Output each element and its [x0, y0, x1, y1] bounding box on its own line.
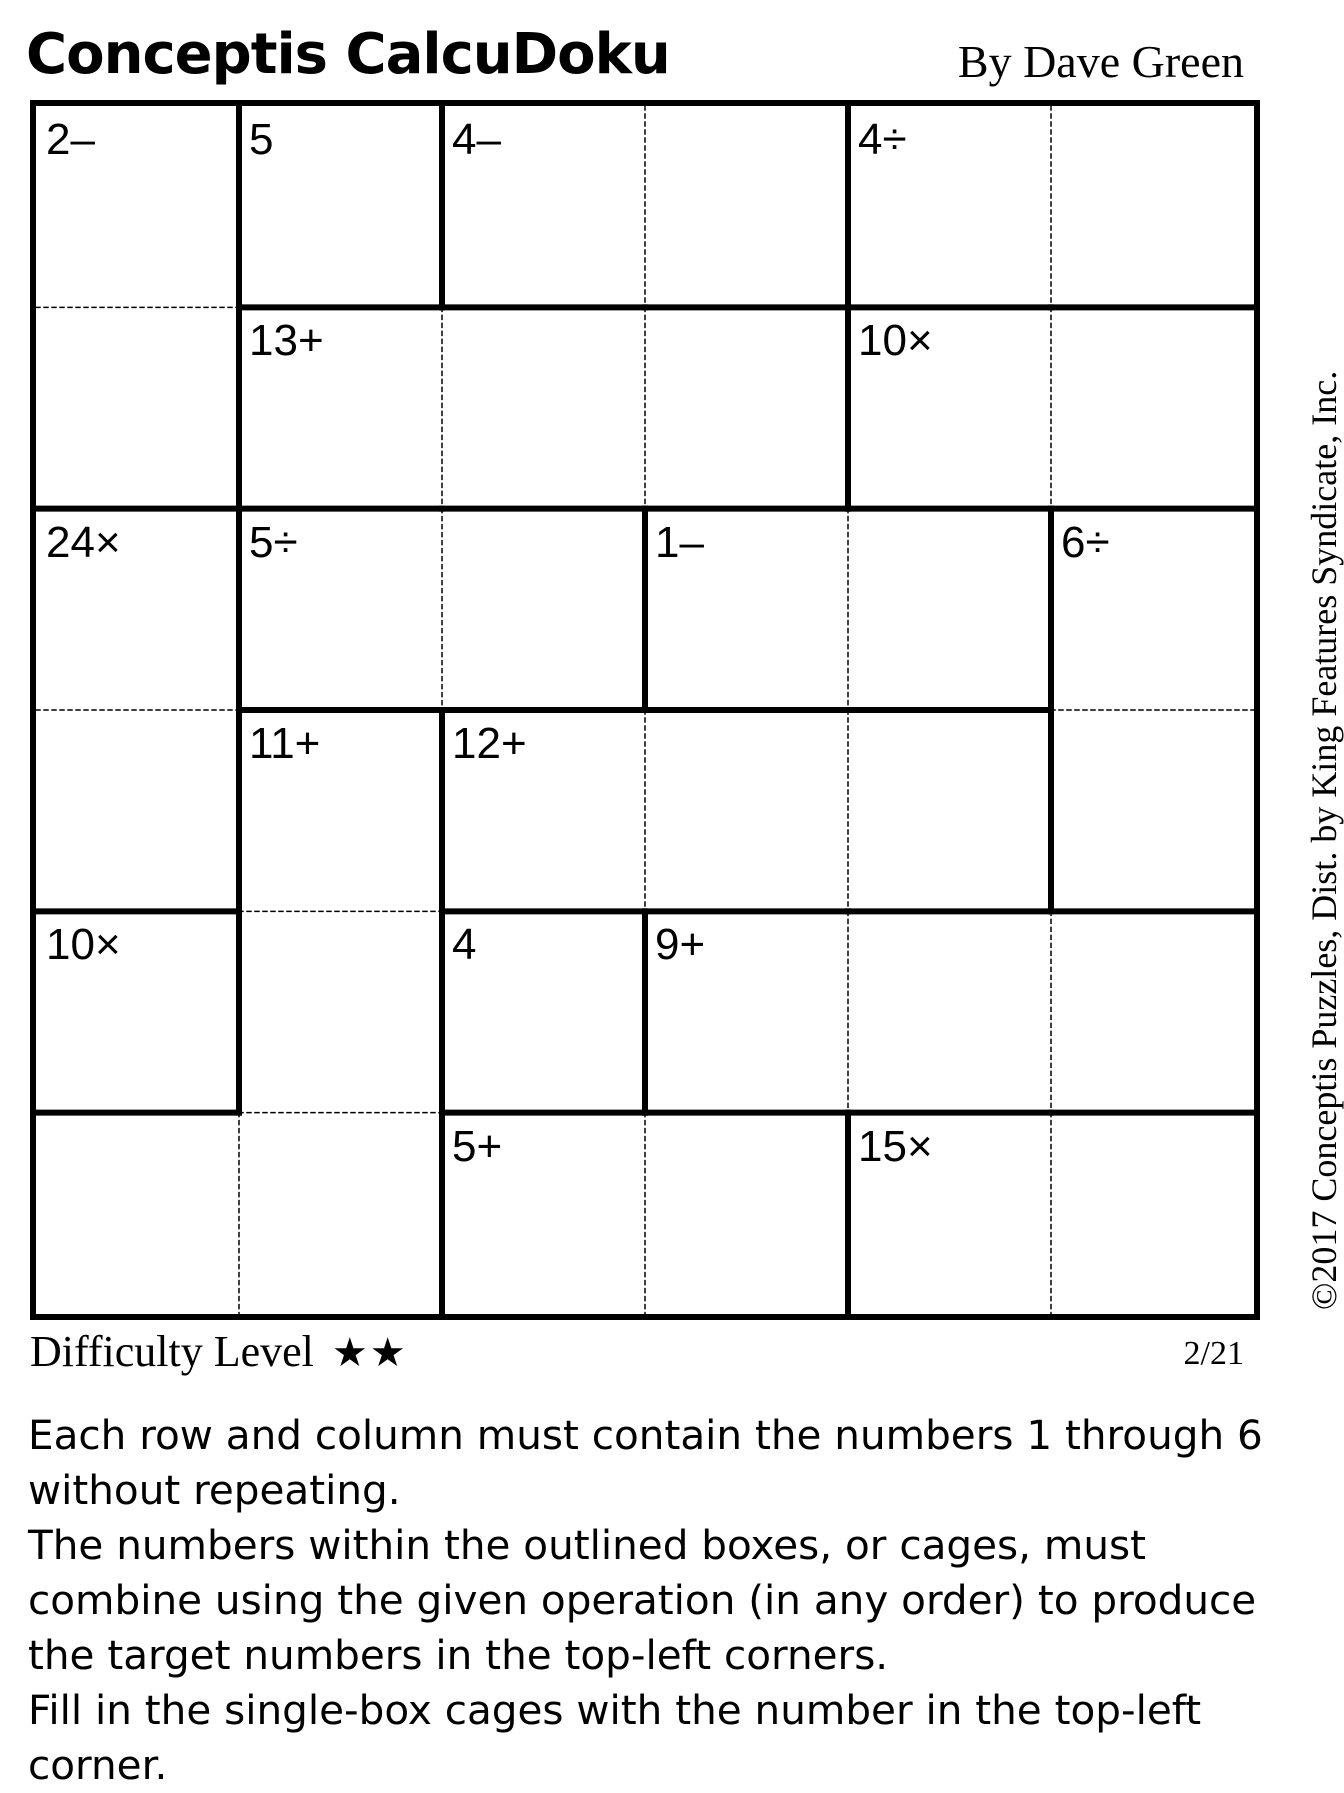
cage-clue: 2– [46, 115, 95, 164]
grid-cell[interactable] [239, 1113, 442, 1314]
cage-clue: 10× [858, 316, 933, 366]
grid-cell[interactable] [645, 307, 848, 508]
copyright-notice: ©2017 Conceptis Puzzles, Dist. by King Features Syndicate, Inc. [1304, 370, 1344, 1310]
grid-cell[interactable] [36, 710, 239, 911]
cage-clue: 9+ [655, 920, 706, 970]
calcudoku-grid [30, 100, 1260, 1320]
cage-clue: 13+ [249, 316, 324, 366]
rules-text [28, 1408, 1298, 1793]
cage-clue: 24× [46, 517, 121, 567]
grid-cell[interactable] [239, 911, 442, 1112]
grid-cell[interactable] [1051, 307, 1254, 508]
grid-cell[interactable] [645, 710, 848, 911]
author-byline: By Dave Green [957, 36, 1244, 87]
cage-clue: 5÷ [249, 517, 298, 567]
grid-cell[interactable] [645, 1113, 848, 1314]
cage-clue: 5+ [452, 1121, 503, 1171]
grid-cell[interactable] [1051, 911, 1254, 1112]
difficulty-label: Difficulty Level [30, 1327, 314, 1376]
grid-cell[interactable] [36, 307, 239, 508]
grid-cell[interactable] [848, 911, 1051, 1112]
puzzle-title: Conceptis CalcuDoku [26, 22, 670, 87]
rule-3: Fill in the single-box cages with the number in the top-left corner. [28, 1686, 1202, 1789]
grid-cell[interactable] [442, 509, 645, 710]
grid-cell[interactable] [1051, 710, 1254, 911]
rule-1: Each row and column must contain the numbers 1 through 6 without repeating. [28, 1411, 1263, 1514]
puzzle-date: 2/21 [1183, 1335, 1244, 1372]
cage-clue: 10× [46, 920, 121, 970]
cage-clue: 4– [452, 115, 501, 164]
cage-clue: 12+ [452, 719, 527, 768]
grid-cell[interactable] [442, 307, 645, 508]
grid-cell[interactable] [1051, 1113, 1254, 1314]
cage-clue: 11+ [249, 719, 321, 768]
difficulty-level [30, 1322, 408, 1383]
cage-clue: 4 [452, 920, 477, 970]
cage-clue: 15× [858, 1121, 933, 1171]
cage-clue: 5 [249, 115, 274, 164]
cage-clue: 6÷ [1061, 517, 1110, 567]
grid-cell[interactable] [848, 509, 1051, 710]
grid-cell[interactable] [1051, 106, 1254, 307]
difficulty-stars: ★★ [331, 1330, 408, 1376]
cage-clue: 1– [655, 517, 704, 567]
grid-cell[interactable] [848, 710, 1051, 911]
cage-clue: 4÷ [858, 115, 907, 164]
grid-cell[interactable] [645, 106, 848, 307]
grid-cell[interactable] [36, 1113, 239, 1314]
rule-2: The numbers within the outlined boxes, or cages, must combine using the given operation (in any order) to produce the target numbers in the top-left corners. [28, 1521, 1257, 1679]
